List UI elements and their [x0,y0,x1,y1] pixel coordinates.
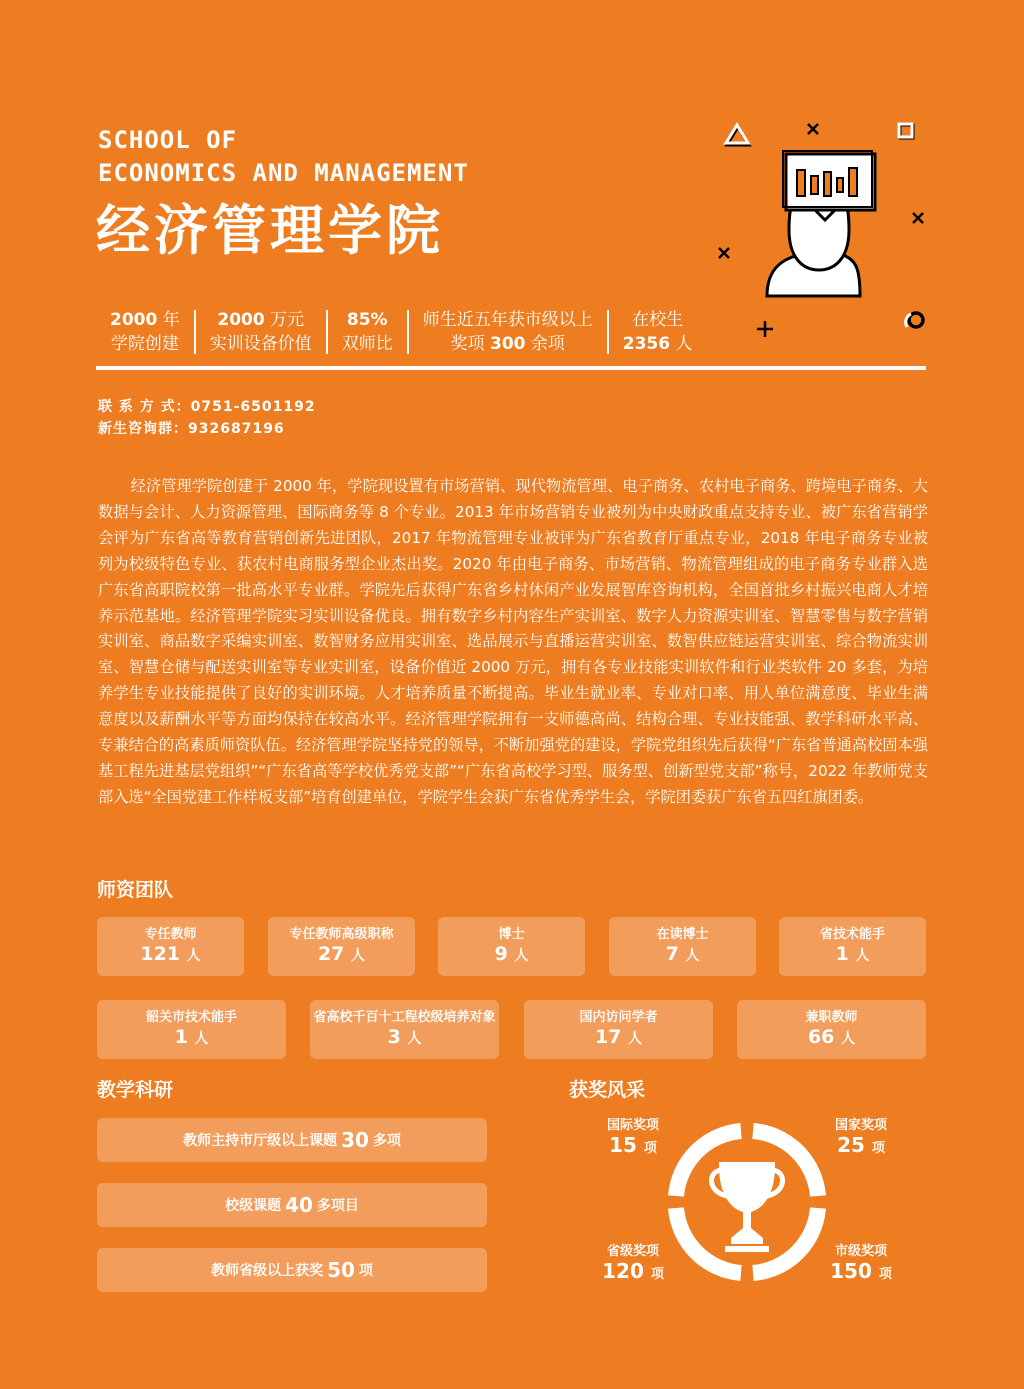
english-title [98,124,469,190]
phone-label: 联 系 方 式： [98,399,191,415]
trophy-icon [711,1162,782,1252]
award-international: 国际奖项 15 项 [606,1118,659,1157]
faculty-card: 国内访问学者 17 人 [524,1000,713,1059]
stat-dual-teacher: 85% 双师比 [341,310,393,354]
stat-students: 在校生 2356 人 [622,310,693,354]
award-national: 国家奖项 25 项 [834,1118,887,1157]
award-provincial: 省级奖项 120 项 [602,1244,664,1283]
faculty-card: 省高校千百十工程校级培养对象 3 人 [310,1000,499,1059]
presenter-icon [767,151,875,296]
stat-founded: 2000 年 学院创建 [110,310,180,354]
stats-bar [96,306,926,358]
phone-number[interactable]: 0751-6501192 [190,399,316,415]
research-item: 教师省级以上获奖 50 项 [97,1248,487,1292]
square-icon [899,124,913,138]
faculty-card: 在读博士 7 人 [609,917,756,976]
faculty-card: 博士 9 人 [438,917,585,976]
research-section-title: 教学科研 [97,1079,174,1101]
triangle-icon [726,125,749,145]
faculty-card: 专任教师高级职称 27 人 [268,917,415,976]
group-label: 新生咨询群： [98,421,188,437]
research-item: 教师主持市厅级以上课题 30 多项 [97,1118,487,1162]
awards-ring [667,1122,827,1282]
intro-paragraph: 经济管理学院创建于 2000 年，学院现设置有市场营销、现代物流管理、电子商务、农村电子商务、跨境电子商务、大数据与会计、人力资源管理、国际商务等 8 个专业。2013 年市场营销专业被列为中央财政重点支持专业、被广东省营销学会评为广东省高等教育营销创新先进团队，2017 年物流管理专业被评为广东省教育厅重点专业，2018 年电子商务专业被列为校级特色专业、获农村电商服务型企业杰出奖。2020 年由电子商务、市场营销、物流管理组成的电子商务专业群入选广东省高职院校第一批高水平专业群。学院先后获得广东省乡村休闲产业发展智库咨询机构，全国首批乡村振兴电商人才培养示范基地。经济管理学院实习实训设备优良。拥有数字乡村内容生产实训室、数字人力资源实训室、智慧零售与数字营销实训室、商品数字采编实训室、数智财务应用实训室、选品展示与直播运营实训室、数智供应链运营实训室、综合物流实训室、智慧仓储与配送实训室等专业实训室，设备价值近 2000 万元，拥有各专业技能实训软件和行业类软件 20 多套，为培养学生专业技能提供了良好的实训环境。人才培养质量不断提高。毕业生就业率、专业对口率、用人单位满意度、毕业生满意度以及薪酬水平等方面均保持在较高水平。经济管理学院拥有一支师德高尚、结构合理、专业技能强、教学科研水平高、专兼结合的高素质师资队伍。经济管理学院坚持党的领导，不断加强党的建设，学院党组织先后获得“广东省普通高校固本强基工程先进基层党组织”“广东省高等学校优秀党支部”“广东省高校学习型、服务型、创新型党支部”称号，2022 年教师党支部入选“全国党建工作样板支部”培育创建单位，学院学生会获广东省优秀学生会，学院团委获广东省五四红旗团委。 [98,477,928,806]
horizontal-rule [96,366,926,370]
faculty-section-title: 师资团队 [97,879,174,901]
award-municipal: 市级奖项 150 项 [830,1244,892,1283]
contact-info [98,396,316,440]
chinese-title: 经济管理学院 [96,199,444,262]
group-number: 932687196 [188,421,285,437]
faculty-card: 兼职教师 66 人 [737,1000,926,1059]
english-title-line2: ECONOMICS AND MANAGEMENT [98,159,469,187]
research-item: 校级课题 40 多项目 [97,1183,487,1227]
faculty-card: 专任教师 121 人 [97,917,244,976]
faculty-card: 韶关市技术能手 1 人 [97,1000,286,1059]
english-title-line1: SCHOOL OF [98,126,238,154]
awards-section-title: 获奖风采 [569,1079,646,1101]
presenter-illustration [715,118,935,338]
faculty-card: 省技术能手 1 人 [779,917,926,976]
stat-equipment: 2000 万元 实训设备价值 [209,310,312,354]
stat-awards: 师生近五年获市级以上 奖项 300 余项 [422,310,593,354]
